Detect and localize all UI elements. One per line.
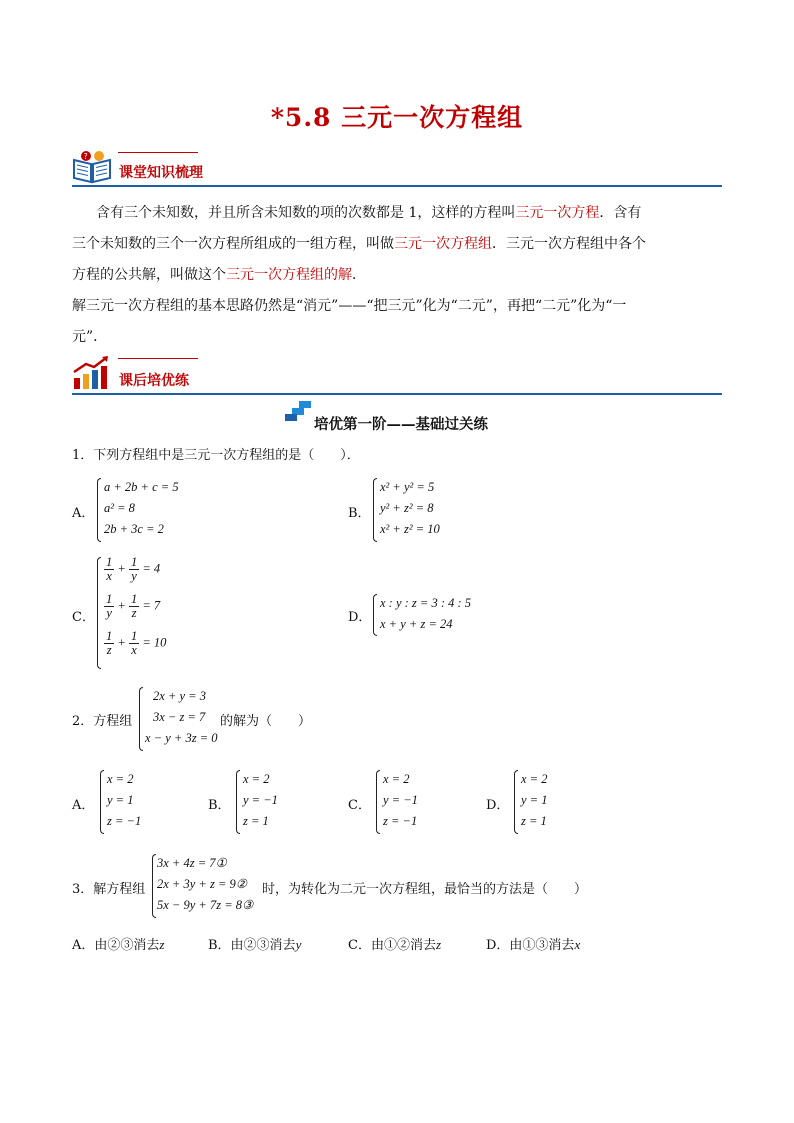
fraction-row: $\frac{1}{x}$ + $\frac{1}{y}$ = 4 — [106, 555, 161, 583]
q1-option-c-equations — [104, 556, 166, 667]
question-2-suffix: 的解为（ ） — [220, 714, 312, 729]
fraction-row: $\frac{1}{y}$ + $\frac{1}{z}$ = 7 — [106, 592, 161, 620]
subsection-title: 培优第一阶——基础过关练 — [314, 416, 488, 433]
q1-option-d-label[interactable]: D． — [348, 610, 372, 625]
knowledge-line: 解三元一次方程组的基本思路仍然是“消元”——“把三元”化为“二元”，再把“二元”化为“一 — [72, 298, 627, 314]
question-1-stem: 1．下列方程组中是三元一次方程组的是（ ）． — [72, 448, 360, 463]
knowledge-line: 含有三个未知数，并且所含未知数的项的次数都是 1，这样的方程叫三元一次方程．含有 — [96, 205, 642, 221]
q1-option-a-label[interactable]: A． — [72, 506, 95, 521]
q2-option-c-label[interactable]: C． — [348, 798, 371, 813]
q2-option-d-brace — [514, 770, 518, 834]
keyword-term: 三元一次方程组的解 — [226, 267, 352, 283]
question-3-prefix: 3．解方程组 — [72, 882, 146, 897]
knowledge-line: 元”． — [72, 329, 108, 345]
growth-chart-icon — [72, 354, 112, 390]
stairs-icon — [285, 401, 311, 421]
q2-system-brace — [139, 687, 143, 751]
q2-option-b-brace — [236, 770, 240, 834]
q1-option-d-equations: x : y : z = 3 : 4 : 5 x + y + z = 24 — [380, 596, 472, 631]
q1-option-a-brace — [97, 478, 101, 542]
q3-option-c[interactable]: C．由①②消去z — [348, 937, 442, 953]
q1-option-a-equations: a + 2b + c = 5 a² = 8 2b + 3c = 2 — [104, 480, 179, 536]
q3-option-d[interactable]: D．由①③消去x — [486, 937, 581, 953]
question-3-suffix: 时，为转化为二元一次方程组，最恰当的方法是（ ） — [262, 882, 588, 897]
page-title: *5.8 三元一次方程组 — [270, 103, 524, 132]
q2-option-d-label[interactable]: D． — [486, 798, 510, 813]
q1-option-c-brace — [97, 557, 101, 669]
q1-option-b-label[interactable]: B． — [348, 506, 371, 521]
section-title-practice: 课后培优练 — [119, 373, 189, 389]
q2-option-c-brace — [376, 770, 380, 834]
q2-option-b-values: x = 2 y = −1 z = 1 — [243, 772, 278, 828]
q3-system-equations: 3x + 4z = 7① 2x + 3y + z = 9② 5x − 9y + 7z = 8③ — [157, 856, 254, 912]
q2-option-d-values: x = 2 y = 1 z = 1 — [521, 772, 548, 828]
q3-system-brace — [152, 854, 156, 918]
section-accent-line — [118, 358, 198, 359]
q1-option-b-brace — [373, 478, 377, 542]
q2-option-a-values: x = 2 y = 1 z = −1 — [107, 772, 142, 828]
q2-option-b-label[interactable]: B． — [208, 798, 231, 813]
q1-option-c-label[interactable]: C． — [72, 610, 95, 625]
section-accent-line — [118, 152, 198, 153]
svg-text:?: ? — [83, 152, 88, 161]
question-2-prefix: 2．方程组 — [72, 714, 133, 729]
section-title-knowledge: 课堂知识梳理 — [119, 165, 203, 181]
fraction-row: $\frac{1}{z}$ + $\frac{1}{x}$ = 10 — [106, 629, 167, 657]
q3-option-a[interactable]: A．由②③消去z — [72, 937, 165, 953]
q3-option-b[interactable]: B．由②③消去y — [208, 937, 302, 953]
q1-option-b-equations: x² + y² = 5 y² + z² = 8 x² + z² = 10 — [380, 480, 440, 536]
section-divider — [72, 393, 722, 395]
q2-option-c-values: x = 2 y = −1 z = −1 — [383, 772, 418, 828]
knowledge-line: 三个未知数的三个一次方程所组成的一组方程，叫做三元一次方程组．三元一次方程组中各个 — [72, 236, 646, 252]
knowledge-line: 方程的公共解，叫做这个三元一次方程组的解． — [72, 267, 366, 283]
q1-option-d-brace — [373, 594, 377, 636]
q2-option-a-label[interactable]: A． — [72, 798, 95, 813]
book-icon — [72, 150, 112, 184]
q2-option-a-brace — [100, 770, 104, 834]
q2-system-equations: 2x + y = 3 3x − z = 7 x − y + 3z = 0 — [145, 689, 218, 745]
keyword-term: 三元一次方程 — [515, 205, 600, 221]
keyword-term: 三元一次方程组 — [394, 236, 492, 252]
section-divider — [72, 185, 722, 187]
